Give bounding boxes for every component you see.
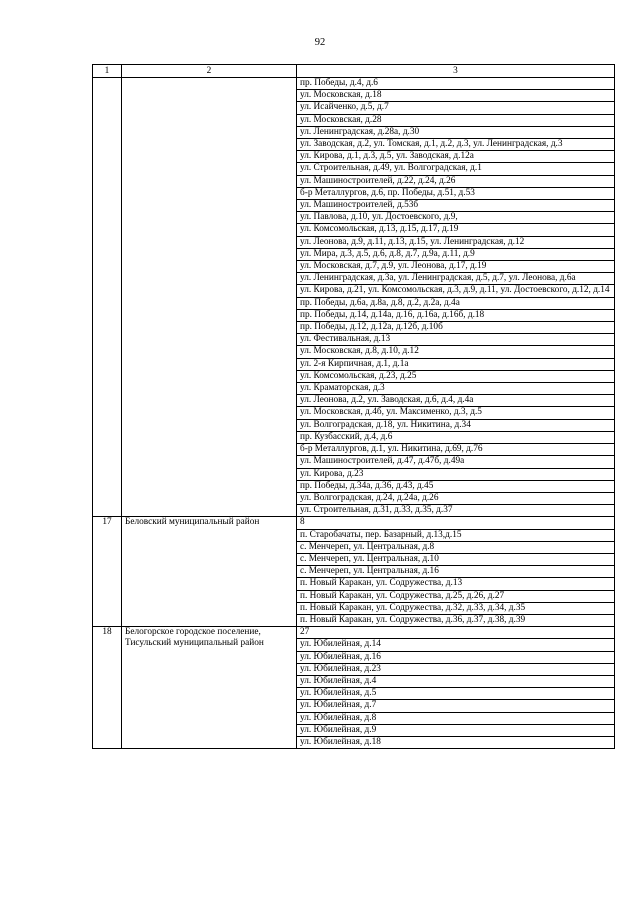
address-cell: ул. Юбилейная, д.7 xyxy=(297,700,615,712)
address-cell: п. Новый Каракан, ул. Содружества, д.36, д.37, д.38, д.39 xyxy=(297,614,615,626)
address-cell: ул. Машиностроителей, д.53б xyxy=(297,200,615,212)
address-cell: пр. Победы, д.14, д.14а, д.16, д.16а, д.16б, д.18 xyxy=(297,309,615,321)
address-cell: ул. Фестивальная, д.13 xyxy=(297,334,615,346)
table-row xyxy=(93,517,615,529)
address-cell: ул. Машиностроителей, д.47, д.47б, д.49а xyxy=(297,456,615,468)
address-cell: п. Старобачаты, пер. Базарный, д.13,д.15 xyxy=(297,529,615,541)
address-cell: ул. Краматорская, д.3 xyxy=(297,383,615,395)
address-cell: ул. Юбилейная, д.8 xyxy=(297,712,615,724)
address-cell: с. Менчереп, ул. Центральная, д.10 xyxy=(297,553,615,565)
group-number xyxy=(93,78,122,517)
group-number: 17 xyxy=(93,517,122,627)
group-number: 18 xyxy=(93,627,122,749)
table-body xyxy=(93,78,615,749)
address-cell: ул. Юбилейная, д.18 xyxy=(297,736,615,748)
address-cell: ул. Московская, д.28 xyxy=(297,114,615,126)
address-cell: с. Менчереп, ул. Центральная, д.16 xyxy=(297,566,615,578)
address-cell: ул. Кирова, д.23 xyxy=(297,468,615,480)
address-cell: ул. Московская, д.7, д.9, ул. Леонова, д.17, д.19 xyxy=(297,261,615,273)
table-row xyxy=(93,627,615,639)
address-cell: 27 xyxy=(297,627,615,639)
address-cell: пр. Победы, д.4, д.6 xyxy=(297,78,615,90)
address-cell: ул. Строительная, д.49, ул. Волгоградская, д.1 xyxy=(297,163,615,175)
address-cell: ул. Комсомольская, д.13, д.15, д.17, д.19 xyxy=(297,224,615,236)
address-cell: ул. Ленинградская, д.28а, д.30 xyxy=(297,126,615,138)
address-cell: п. Новый Каракан, ул. Содружества, д.13 xyxy=(297,578,615,590)
address-cell: ул. Волгоградская, д.18, ул. Никитина, д.34 xyxy=(297,419,615,431)
address-cell: б-р Металлургов, д.6, пр. Победы, д.51, д.53 xyxy=(297,187,615,199)
address-cell: п. Новый Каракан, ул. Содружества, д.25, д.26, д.27 xyxy=(297,590,615,602)
address-cell: ул. Юбилейная, д.5 xyxy=(297,688,615,700)
address-cell: пр. Кузбасский, д.4, д.6 xyxy=(297,431,615,443)
address-cell: ул. Московская, д.18 xyxy=(297,90,615,102)
header-col-3: 3 xyxy=(297,65,615,78)
address-cell: п. Новый Каракан, ул. Содружества, д.32, д.33, д.34, д.35 xyxy=(297,602,615,614)
address-cell: пр. Победы, д.6а, д.8а, д.8, д.2, д.2а, д.4а xyxy=(297,297,615,309)
address-cell: ул. Заводская, д.2, ул. Томская, д.1, д.2, д.3, ул. Ленинградская, д.3 xyxy=(297,139,615,151)
address-cell: б-р Металлургов, д.1, ул. Никитина, д.69, д.76 xyxy=(297,444,615,456)
table-row xyxy=(93,78,615,90)
address-cell: ул. Волгоградская, д.24, д.24а, д.26 xyxy=(297,492,615,504)
address-cell: ул. Мира, д.3, д.5, д.6, д.8, д.7, д.9а, д.11, д.9 xyxy=(297,248,615,260)
address-cell: с. Менчереп, ул. Центральная, д.8 xyxy=(297,541,615,553)
header-col-1: 1 xyxy=(93,65,122,78)
address-cell: ул. Юбилейная, д.14 xyxy=(297,639,615,651)
municipality-name: Беловский муниципальный район xyxy=(122,517,297,627)
address-cell: ул. Леонова, д.2, ул. Заводская, д.6, д.4, д.4а xyxy=(297,395,615,407)
address-cell: ул. Московская, д.8, д.10, д.12 xyxy=(297,346,615,358)
address-cell: ул. Юбилейная, д.23 xyxy=(297,663,615,675)
header-row xyxy=(93,65,615,78)
address-cell: ул. Машиностроителей, д.22, д.24, д.26 xyxy=(297,175,615,187)
address-cell: ул. Комсомольская, д.23, д.25 xyxy=(297,370,615,382)
header-col-2: 2 xyxy=(122,65,297,78)
address-cell: ул. Кирова, д.21, ул. Комсомольская, д.3, д.9, д.11, ул. Достоевского, д.12, д.14 xyxy=(297,285,615,297)
address-cell: ул. Павлова, д.10, ул. Достоевского, д.9, xyxy=(297,212,615,224)
address-cell: ул. 2-я Кирпичная, д.1, д.1а xyxy=(297,358,615,370)
address-cell: пр. Победы, д.12, д.12а, д.12б, д.10б xyxy=(297,322,615,334)
address-cell: ул. Кирова, д.1, д.3, д.5, ул. Заводская, д.12а xyxy=(297,151,615,163)
address-cell: ул. Исайченко, д.5, д.7 xyxy=(297,102,615,114)
municipality-name xyxy=(122,78,297,517)
address-cell: ул. Юбилейная, д.16 xyxy=(297,651,615,663)
addresses-table xyxy=(92,64,615,749)
address-cell: ул. Строительная, д.31, д.33, д.35, д.37 xyxy=(297,505,615,517)
address-cell: 8 xyxy=(297,517,615,529)
address-cell: ул. Юбилейная, д.4 xyxy=(297,675,615,687)
address-cell: ул. Московская, д.4б, ул. Максименко, д.3, д.5 xyxy=(297,407,615,419)
municipality-name: Белогорское городское поселение, Тисульский муниципальный район xyxy=(122,627,297,749)
address-cell: ул. Ленинградская, д.3а, ул. Ленинградская, д.5, д.7, ул. Леонова, д.6а xyxy=(297,273,615,285)
address-cell: ул. Леонова, д.9, д.11, д.13, д.15, ул. Ленинградская, д.12 xyxy=(297,236,615,248)
address-cell: ул. Юбилейная, д.9 xyxy=(297,724,615,736)
address-cell: пр. Победы, д.34а, д.36, д.43, д.45 xyxy=(297,480,615,492)
page-number: 92 xyxy=(314,37,326,48)
